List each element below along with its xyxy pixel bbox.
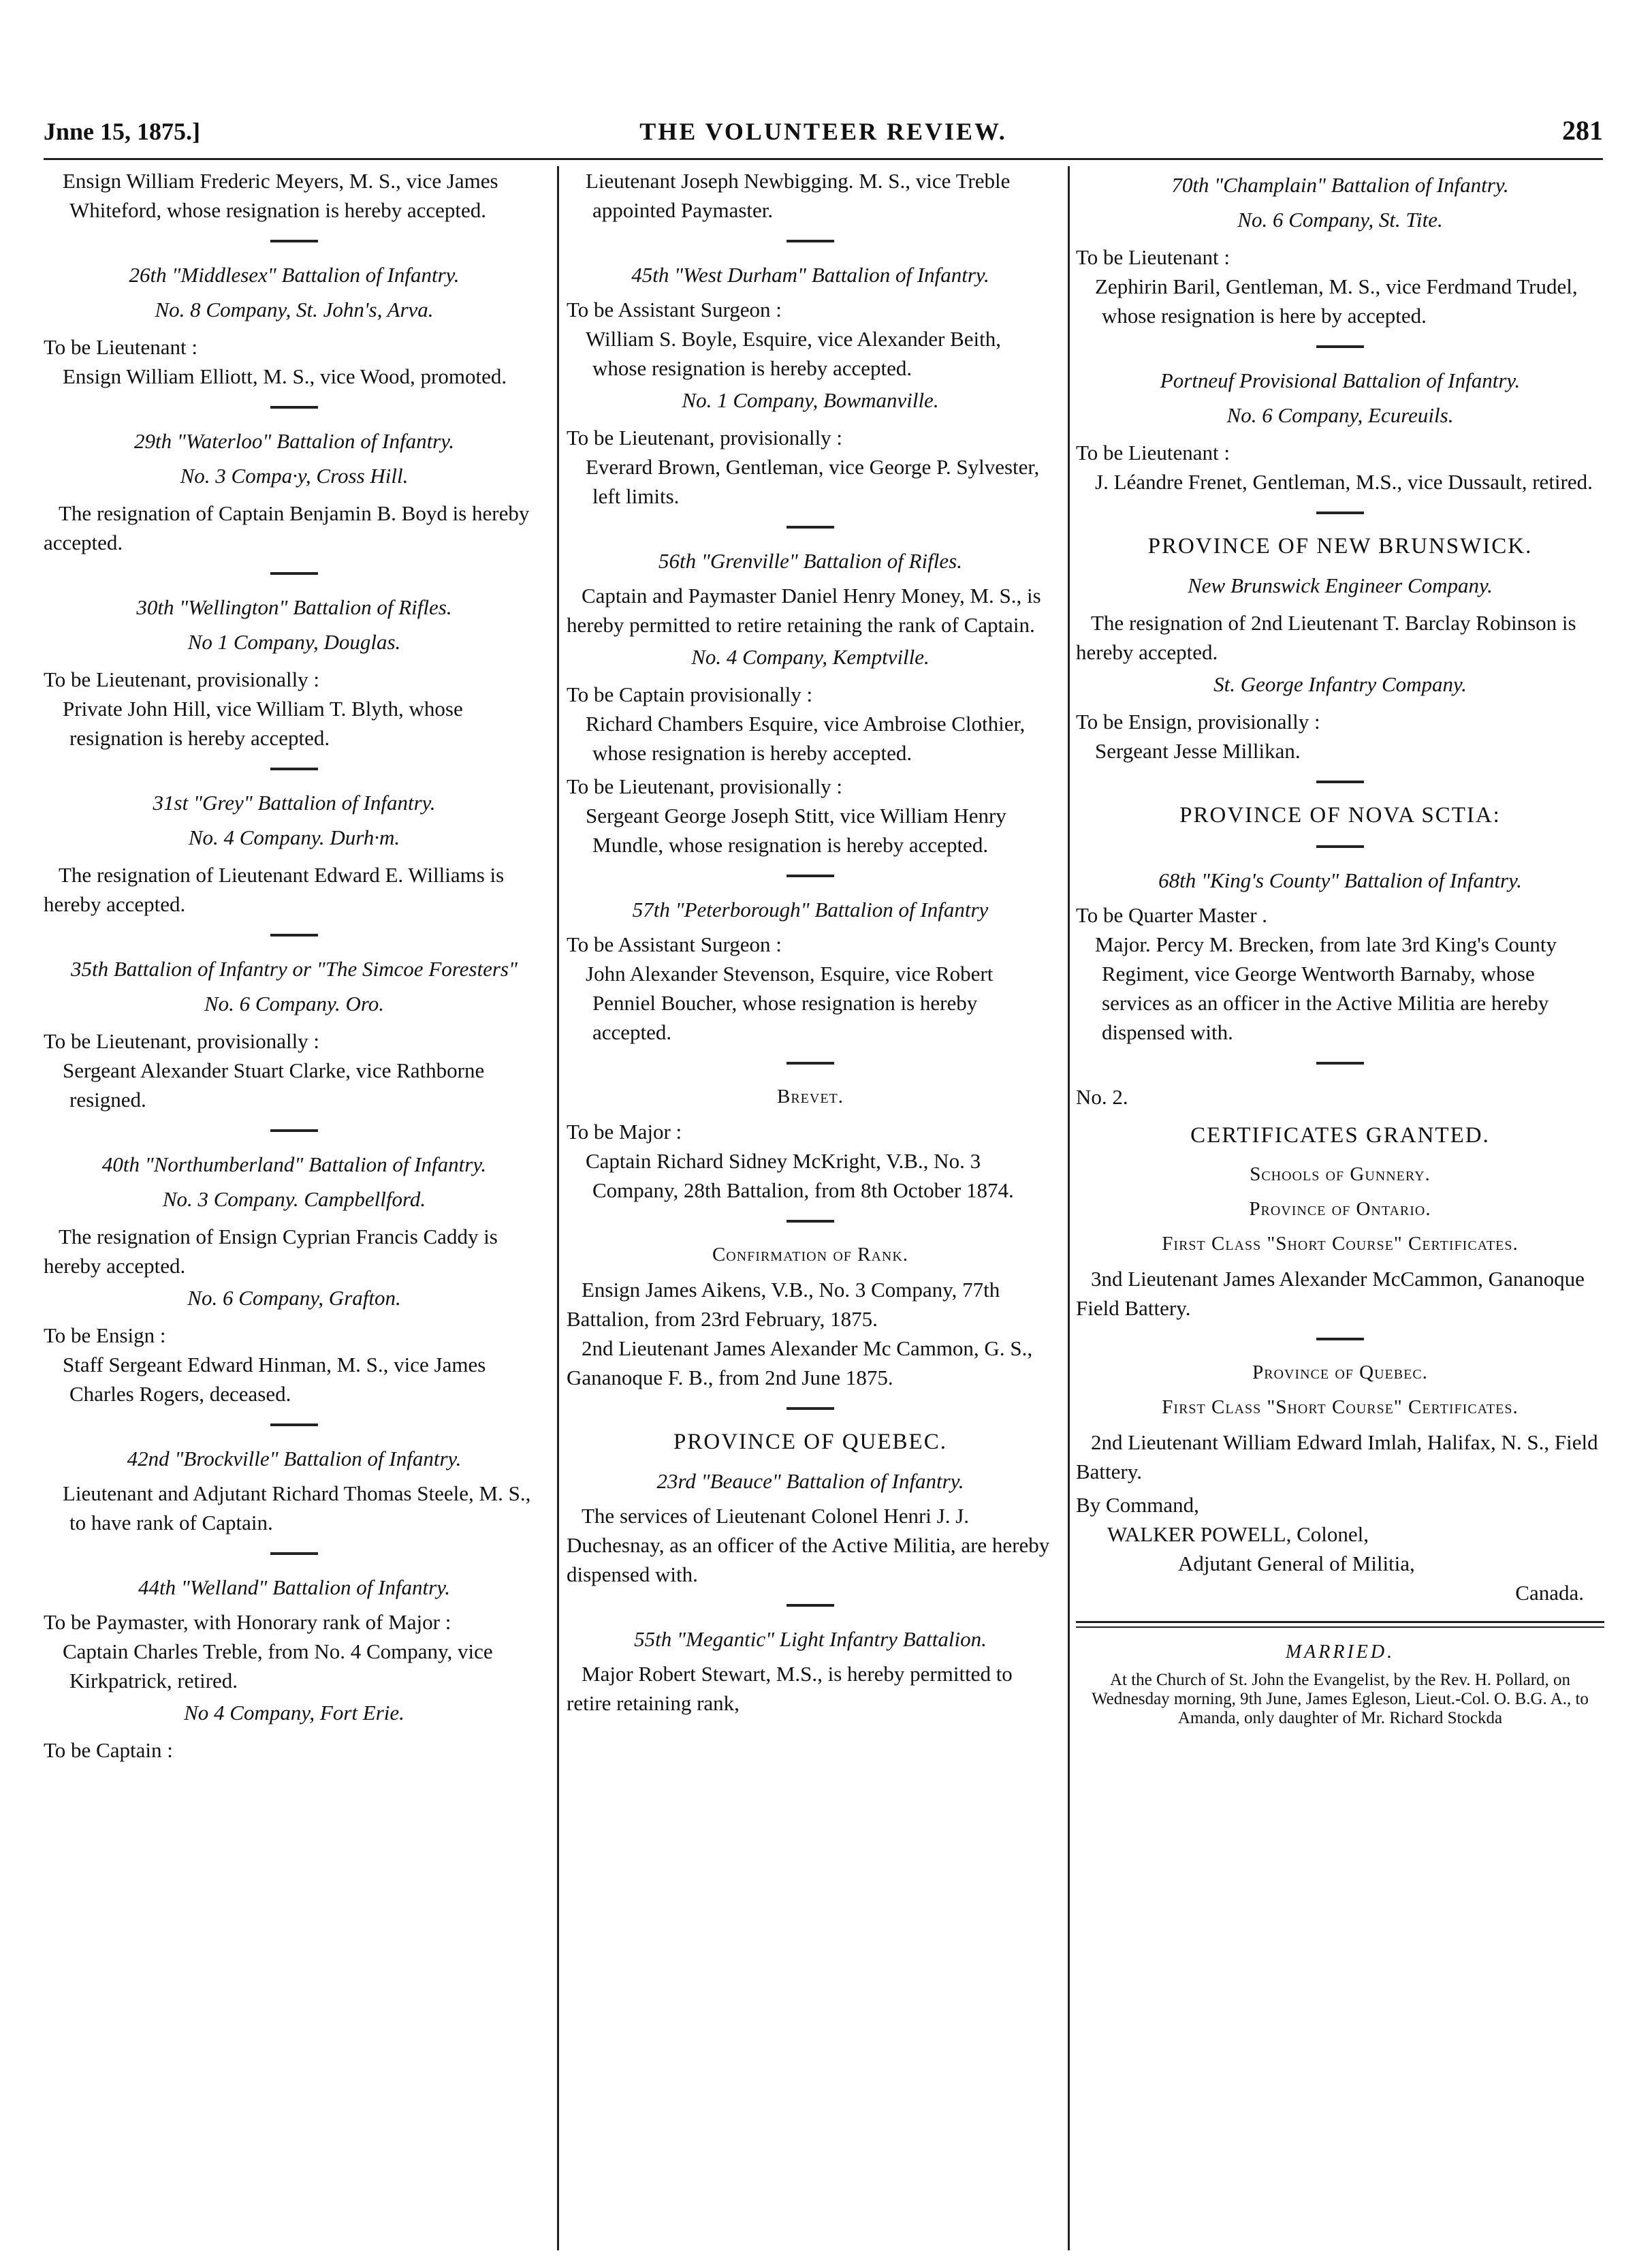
company-heading: No. 1 Company, Bowmanville. — [682, 388, 939, 412]
paragraph: Ensign James Aikens, V.B., No. 3 Company, 77th Battalion, from 23rd February, 1875. — [567, 1278, 1000, 1331]
divider — [1316, 1338, 1364, 1340]
company-heading: St. George Infantry Company. — [1213, 672, 1467, 696]
appointment-detail: Captain Richard Sidney McKright, V.B., No. 3 Company, 28th Battalion, from 8th October 1874. — [586, 1149, 1014, 1202]
divider — [787, 526, 834, 529]
appointment-line: To be Lieutenant : — [44, 335, 197, 359]
appointment-line: To be Lieutenant : — [1076, 441, 1230, 465]
appointment-line: To be Captain : — [44, 1738, 173, 1762]
section-heading: Brevet. — [776, 1086, 844, 1107]
notice-number: No. 2. — [1076, 1085, 1128, 1109]
divider — [787, 1407, 834, 1410]
paragraph: 3nd Lieutenant James Alexander McCammon, Gananoque Field Battery. — [1076, 1267, 1585, 1320]
divider — [270, 1552, 318, 1555]
appointment-line: To be Assistant Surgeon : — [567, 932, 782, 956]
appointment-detail: Major. Percy M. Brecken, from late 3rd King's County Regiment, vice George Wentworth Barnaby, whose services as an officer in the Active Militia are hereby dispensed with. — [1095, 932, 1557, 1044]
appointment-detail: Lieutenant and Adjutant Richard Thomas Steele, M. S., to have rank of Captain. — [63, 1481, 531, 1535]
company-heading: No. 3 Company. Campbellford. — [162, 1187, 426, 1211]
appointment-line: To be Lieutenant, provisionally : — [567, 774, 843, 798]
battalion-heading: 30th "Wellington" Battalion of Rifles. — [136, 595, 452, 619]
divider — [787, 240, 834, 242]
appointment-line: To be Lieutenant, provisionally : — [567, 426, 843, 450]
appointment-detail: John Alexander Stevenson, Esquire, vice Robert Penniel Boucher, whose resignation is hereby accepted. — [586, 962, 994, 1044]
appointment-line: To be Lieutenant, provisionally : — [44, 1029, 320, 1053]
double-rule — [1076, 1621, 1604, 1628]
province-heading: PROVINCE OF NEW BRUNSWICK. — [1147, 534, 1533, 558]
paragraph: Ensign William Frederic Meyers, M. S., vice James Whiteford, whose resignation is hereby accepted. — [63, 169, 498, 222]
battalion-heading: 40th "Northumberland" Battalion of Infantry. — [101, 1152, 487, 1176]
battalion-heading: 70th "Champlain" Battalion of Infantry. — [1171, 173, 1509, 197]
signature-title: Adjutant General of Militia, — [1178, 1552, 1415, 1575]
appointment-line: To be Ensign, provisionally : — [1076, 710, 1320, 734]
column-2 — [567, 166, 1062, 2257]
divider — [1316, 1062, 1364, 1065]
divider — [270, 572, 318, 575]
appointment-detail: J. Léandre Frenet, Gentleman, M.S., vice Dussault, retired. — [1095, 470, 1593, 494]
column-1 — [44, 166, 553, 2257]
battalion-heading: Portneuf Provisional Battalion of Infantry. — [1160, 368, 1521, 392]
appointment-line: To be Lieutenant : — [1076, 245, 1230, 269]
section-heading: Confirmation of Rank. — [712, 1244, 909, 1265]
divider — [1316, 781, 1364, 783]
divider — [787, 1604, 834, 1607]
section-heading: Province of Ontario. — [1249, 1198, 1431, 1220]
masthead-rule — [44, 158, 1603, 160]
company-heading: No 4 Company, Fort Erie. — [184, 1701, 404, 1725]
paragraph: 2nd Lieutenant William Edward Imlah, Halifax, N. S., Field Battery. — [1076, 1430, 1598, 1483]
married-notice: At the Church of St. John the Evangelist, by the Rev. H. Pollard, on Wednesday morning, 9th June, James Egleson, Lieut.-Col. O. B.G. A., to Amanda, only daughter of Mr. Richard Stockda — [1092, 1671, 1589, 1727]
battalion-heading: 29th "Waterloo" Battalion of Infantry. — [133, 429, 455, 453]
company-heading: No. 6 Company. Oro. — [204, 992, 385, 1016]
divider — [270, 240, 318, 242]
divider — [270, 406, 318, 409]
company-heading: No. 4 Company. Durh·m. — [188, 825, 400, 849]
appointment-detail: Zephirin Baril, Gentleman, M. S., vice Ferdmand Trudel, whose resignation is here by accepted. — [1095, 274, 1578, 328]
by-command-line: By Command, — [1076, 1493, 1199, 1517]
section-heading: Province of Quebec. — [1252, 1362, 1428, 1383]
paragraph: The services of Lieutenant Colonel Henri J. J. Duchesnay, as an officer of the Active Militia, are hereby dispensed with. — [567, 1504, 1050, 1586]
divider — [1316, 345, 1364, 348]
paragraph: The resignation of 2nd Lieutenant T. Barclay Robinson is hereby accepted. — [1076, 611, 1576, 664]
column-rule — [1068, 166, 1070, 2250]
company-heading: New Brunswick Engineer Company. — [1188, 573, 1493, 597]
appointment-detail: Ensign William Elliott, M. S., vice Wood, promoted. — [63, 364, 507, 388]
company-heading: No. 3 Compa·y, Cross Hill. — [180, 464, 409, 488]
battalion-heading: 68th "King's County" Battalion of Infantry. — [1158, 868, 1522, 892]
company-heading: No. 6 Company, St. Tite. — [1237, 208, 1443, 232]
battalion-heading: 42nd "Brockville" Battalion of Infantry. — [127, 1447, 462, 1470]
battalion-heading: 44th "Welland" Battalion of Infantry. — [138, 1575, 451, 1599]
appointment-detail: Sergeant George Joseph Stitt, vice William Henry Mundle, whose resignation is hereby accepted. — [586, 804, 1006, 857]
page-number: 281 — [1562, 115, 1603, 146]
paragraph: The resignation of Lieutenant Edward E. Williams is hereby accepted. — [44, 863, 505, 916]
appointment-detail: William S. Boyle, Esquire, vice Alexander Beith, whose resignation is hereby accepted. — [586, 327, 1002, 380]
divider — [270, 768, 318, 770]
signature-name: WALKER POWELL, Colonel, — [1107, 1522, 1369, 1546]
appointment-line: To be Assistant Surgeon : — [567, 298, 782, 321]
divider — [1316, 512, 1364, 514]
province-heading: PROVINCE OF NOVA SCTIA: — [1179, 803, 1501, 828]
appointment-detail: Private John Hill, vice William T. Blyth, whose resignation is hereby accepted. — [63, 697, 463, 750]
appointment-line: To be Captain provisionally : — [567, 682, 813, 706]
company-heading: No. 6 Company, Grafton. — [187, 1286, 401, 1310]
masthead — [44, 109, 1603, 157]
appointment-line: To be Lieutenant, provisionally : — [44, 667, 320, 691]
battalion-heading: 55th "Megantic" Light Infantry Battalion. — [634, 1627, 987, 1651]
paragraph: The resignation of Captain Benjamin B. Boyd is hereby accepted. — [44, 501, 530, 554]
appointment-line: To be Paymaster, with Honorary rank of Major : — [44, 1610, 451, 1634]
appointment-detail: Richard Chambers Esquire, vice Ambroise Clothier, whose resignation is hereby accepted. — [586, 712, 1026, 765]
certificates-heading: CERTIFICATES GRANTED. — [1190, 1123, 1490, 1148]
column-rule — [557, 166, 559, 2250]
issue-date: Jnne 15, 1875.] — [44, 118, 201, 145]
divider — [270, 934, 318, 937]
battalion-heading: 31st "Grey" Battalion of Infantry. — [153, 791, 436, 815]
appointment-detail: Staff Sergeant Edward Hinman, M. S., vice James Charles Rogers, deceased. — [63, 1353, 486, 1406]
company-heading: No. 8 Company, St. John's, Arva. — [155, 298, 434, 321]
paragraph: Major Robert Stewart, M.S., is hereby permitted to retire retaining rank, — [567, 1662, 1013, 1715]
paragraph: The resignation of Ensign Cyprian Francis Caddy is hereby accepted. — [44, 1225, 498, 1278]
paragraph: 2nd Lieutenant James Alexander Mc Cammon, G. S., Gananoque F. B., from 2nd June 1875. — [567, 1336, 1033, 1389]
company-heading: No 1 Company, Douglas. — [187, 630, 401, 654]
signature-country: Canada. — [1515, 1581, 1584, 1605]
divider — [787, 1062, 834, 1065]
battalion-heading: 57th "Peterborough" Battalion of Infantry — [632, 898, 989, 922]
battalion-heading: 35th Battalion of Infantry or "The Simcoe Foresters" — [70, 957, 518, 981]
battalion-heading: 45th "West Durham" Battalion of Infantry. — [631, 263, 989, 287]
company-heading: No. 4 Company, Kemptville. — [691, 645, 930, 669]
appointment-detail: Everard Brown, Gentleman, vice George P. Sylvester, left limits. — [586, 455, 1040, 508]
appointment-detail: Sergeant Jesse Millikan. — [1095, 739, 1301, 763]
divider — [270, 1423, 318, 1426]
battalion-heading: 56th "Grenville" Battalion of Rifles. — [658, 549, 962, 573]
battalion-heading: 23rd "Beauce" Battalion of Infantry. — [656, 1469, 964, 1493]
certificate-class-heading: First Class "Short Course" Certificates. — [1162, 1233, 1519, 1255]
appointment-detail: Sergeant Alexander Stuart Clarke, vice Rathborne resigned. — [63, 1058, 485, 1112]
divider — [1316, 845, 1364, 848]
appointment-detail: Lieutenant Joseph Newbigging. M. S., vice Treble appointed Paymaster. — [586, 169, 1011, 222]
province-heading: PROVINCE OF QUEBEC. — [673, 1430, 947, 1454]
divider — [270, 1129, 318, 1132]
divider — [787, 875, 834, 877]
column-3 — [1076, 166, 1604, 2257]
battalion-heading: 26th "Middlesex" Battalion of Infantry. — [129, 263, 460, 287]
appointment-line: To be Quarter Master . — [1076, 903, 1268, 927]
appointment-line: To be Major : — [567, 1120, 682, 1144]
appointment-detail: Captain Charles Treble, from No. 4 Company, vice Kirkpatrick, retired. — [63, 1639, 493, 1693]
section-heading: Schools of Gunnery. — [1250, 1163, 1431, 1185]
married-heading: MARRIED. — [1285, 1641, 1395, 1663]
appointment-line: To be Ensign : — [44, 1323, 166, 1347]
paragraph: Captain and Paymaster Daniel Henry Money, M. S., is hereby permitted to retire retaining the rank of Captain. — [567, 584, 1041, 637]
certificate-class-heading: First Class "Short Course" Certificates. — [1162, 1396, 1519, 1418]
publication-title: THE VOLUNTEER REVIEW. — [639, 118, 1007, 145]
divider — [787, 1220, 834, 1223]
company-heading: No. 6 Company, Ecureuils. — [1226, 403, 1454, 427]
